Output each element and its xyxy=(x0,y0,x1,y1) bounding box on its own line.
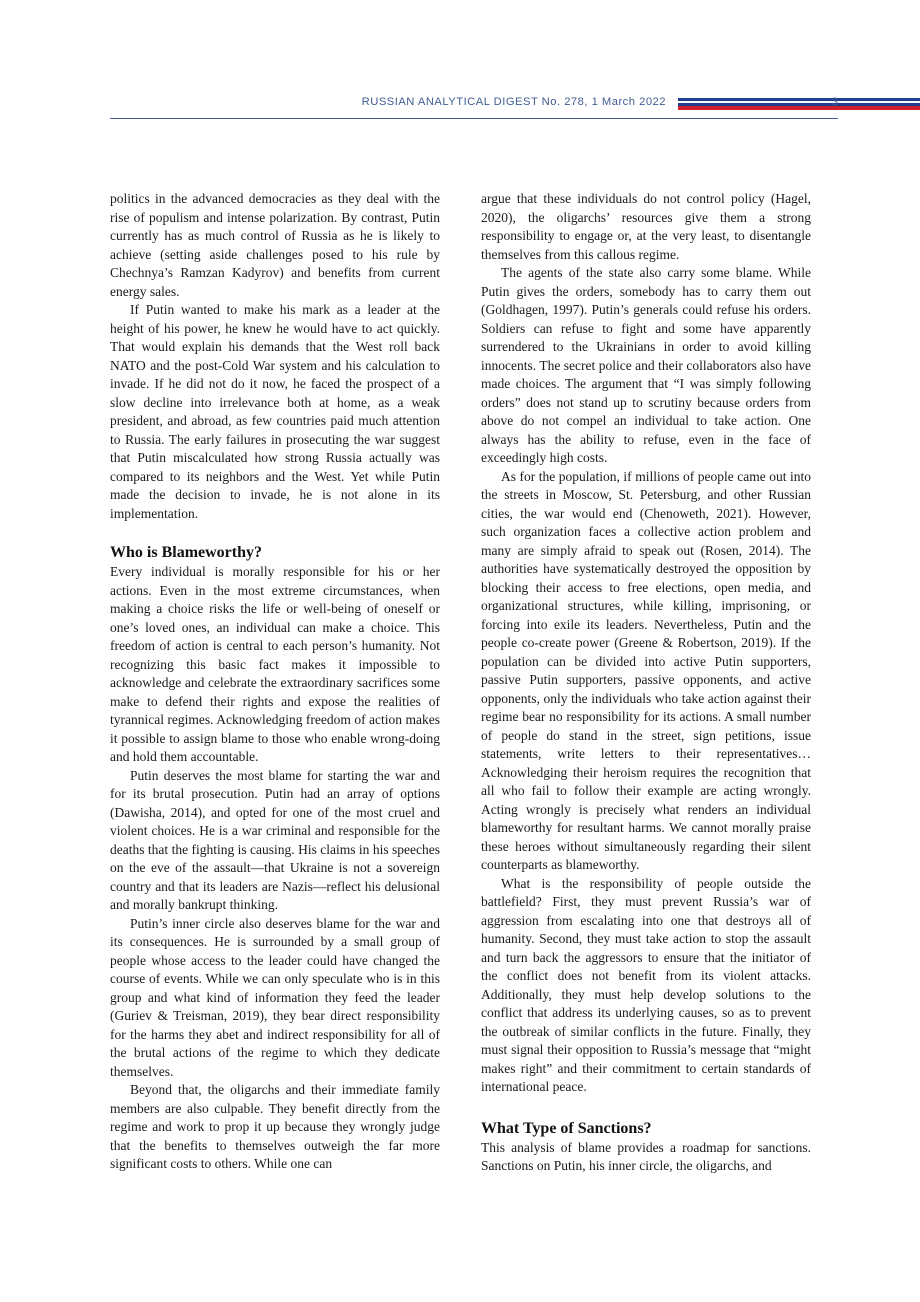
right-column xyxy=(481,190,811,1176)
header-divider xyxy=(110,118,838,119)
paragraph: Every individual is morally responsible for his or her actions. Even in the most extreme circumstances, when making a choice risks the life or well-being of oneself or one’s loved ones, an individual can make a choice. This freedom of action is central to each person’s humanity. Not recognizing this basic fact makes it impossible to acknowledge and celebrate the extraordinary sacrifices some make to defend their rights and expose the realities of tyrannical regimes. Acknowledging freedom of action makes it possible to assign blame to those who enable wrong-doing and hold them accountable. xyxy=(110,564,440,764)
paragraph: Beyond that, the oligarchs and their immediate family members are also culpable. They benefit directly from the regime and work to prop it up because they wrongly judge that the benefits to themselves outweigh the far more significant costs to others. While one can xyxy=(110,1082,440,1171)
journal-title: RUSSIAN ANALYTICAL DIGEST No. 278, 1 March 2022 xyxy=(361,96,666,108)
paragraph: As for the population, if millions of people came out into the streets in Moscow, St. Petersburg, and other Russian cities, the war would end (Chenoweth, 2021). However, such organization faces a collective action problem and many are simply afraid to speak out (Rosen, 2014). The authorities have systematically destroyed the opposition by blocking their access to free elections, open media, and organizational structures, while killing, imprisoning, or forcing into exile its leaders. Nevertheless, Putin and the people co-create power (Greene & Robertson, 2019). If the population can be divided into active Putin supporters, passive Putin supporters, passive opponents, and active opponents, only the individuals who take action against their regime bear no responsibility for its actions. A small number of people do stand in the street, sign petitions, issue statements, write letters to their representatives… Acknowledging their heroism requires the recognition that all who fail to follow their example are acting wrongly. Acting wrongly is precisely what renders an individual blameworthy for resultant harms. We cannot morally praise these heroes without simultaneously regarding their silent counterparts as blameworthy. xyxy=(481,468,811,872)
paragraph: argue that these individuals do not control policy (Hagel, 2020), the oligarchs’ resources give them a strong responsibility to engage or, at the very least, to disentangle themselves from this callous regime. xyxy=(481,191,811,262)
section-heading-who-is-blameworthy: Who is Blameworthy? xyxy=(110,544,262,561)
running-header xyxy=(110,90,838,120)
page-number: 3 xyxy=(831,96,838,108)
paragraph: The agents of the state also carry some blame. While Putin gives the orders, somebody has to carry them out (Goldhagen, 1997). Putin’s generals could refuse his orders. Soldiers can refuse to fight and some have apparently surrendered to the Ukrainians in order to avoid killing innocents. The secret police and their collaborators also have made choices. The argument that “I was simply following orders” does not stand up to scrutiny because orders from above do not compel an individual to take action. One always has the ability to refuse, even in the face of exceedingly high costs. xyxy=(481,265,811,465)
paragraph: This analysis of blame provides a roadmap for sanctions. Sanctions on Putin, his inner circle, the oligarchs, and xyxy=(481,1139,811,1173)
paragraph: Putin’s inner circle also deserves blame for the war and its consequences. He is surrounded by a small group of people whose access to the leader could have changed the course of events. While we can only speculate who is in this group and what kind of information they feed the leader (Guriev & Treisman, 2019), they bear direct responsibility for the harms they abet and indirect responsibility for all of the brutal actions of the regime to which they dedicate themselves. xyxy=(110,915,440,1079)
left-column xyxy=(110,190,440,1174)
section-heading-what-type-of-sanctions: What Type of Sanctions? xyxy=(481,1119,652,1137)
paragraph: What is the responsibility of people outside the battlefield? First, they must prevent Russia’s war of aggression from escalating into one that destroys all of humanity. Second, they must take action to stop the assault and turn back the aggressors to ensure that the initiator of the conflict does not benefit from its violent attacks. Additionally, they must help develop solutions to the conflict that address its underlying causes, so as to prevent the outbreak of similar conflicts in the future. Finally, they must signal their opposition to Russia’s message that “might makes right” and their commitment to certain standards of international peace. xyxy=(481,875,811,1094)
paragraph: politics in the advanced democracies as they deal with the rise of populism and intense polarization. By contrast, Putin currently has as much control of Russia as he is likely to achieve (setting aside challenges posed to his rule by Chechnya’s Ramzan Kadyrov) and benefits from current energy sales. xyxy=(110,191,440,299)
paragraph: Putin deserves the most blame for starting the war and for its brutal prosecution. Putin had an array of options (Dawisha, 2014), and opted for one of the most cruel and violent choices. He is a war criminal and responsible for the deaths that the fighting is causing. His claims in his speeches on the eve of the assault—that Ukraine is not a sovereign country and that its leaders are Nazis—reflect his delusional and morally bankrupt thinking. xyxy=(110,767,440,912)
paragraph: If Putin wanted to make his mark as a leader at the height of his power, he knew he would have to act quickly. That would explain his demands that the West roll back NATO and the post-Cold War system and his calculation to invade. If he did not do it now, he faced the prospect of a slow decline into irrelevance both at home, as a weak president, and abroad, as few countries paid much attention to Russia. The early failures in prosecuting the war suggest that Putin miscalculated how strong Russia actually was compared to its neighbors and the West. Yet while Putin made the decision to invade, he is not alone in its implementation. xyxy=(110,302,440,521)
russian-flag-stripes xyxy=(678,98,920,110)
